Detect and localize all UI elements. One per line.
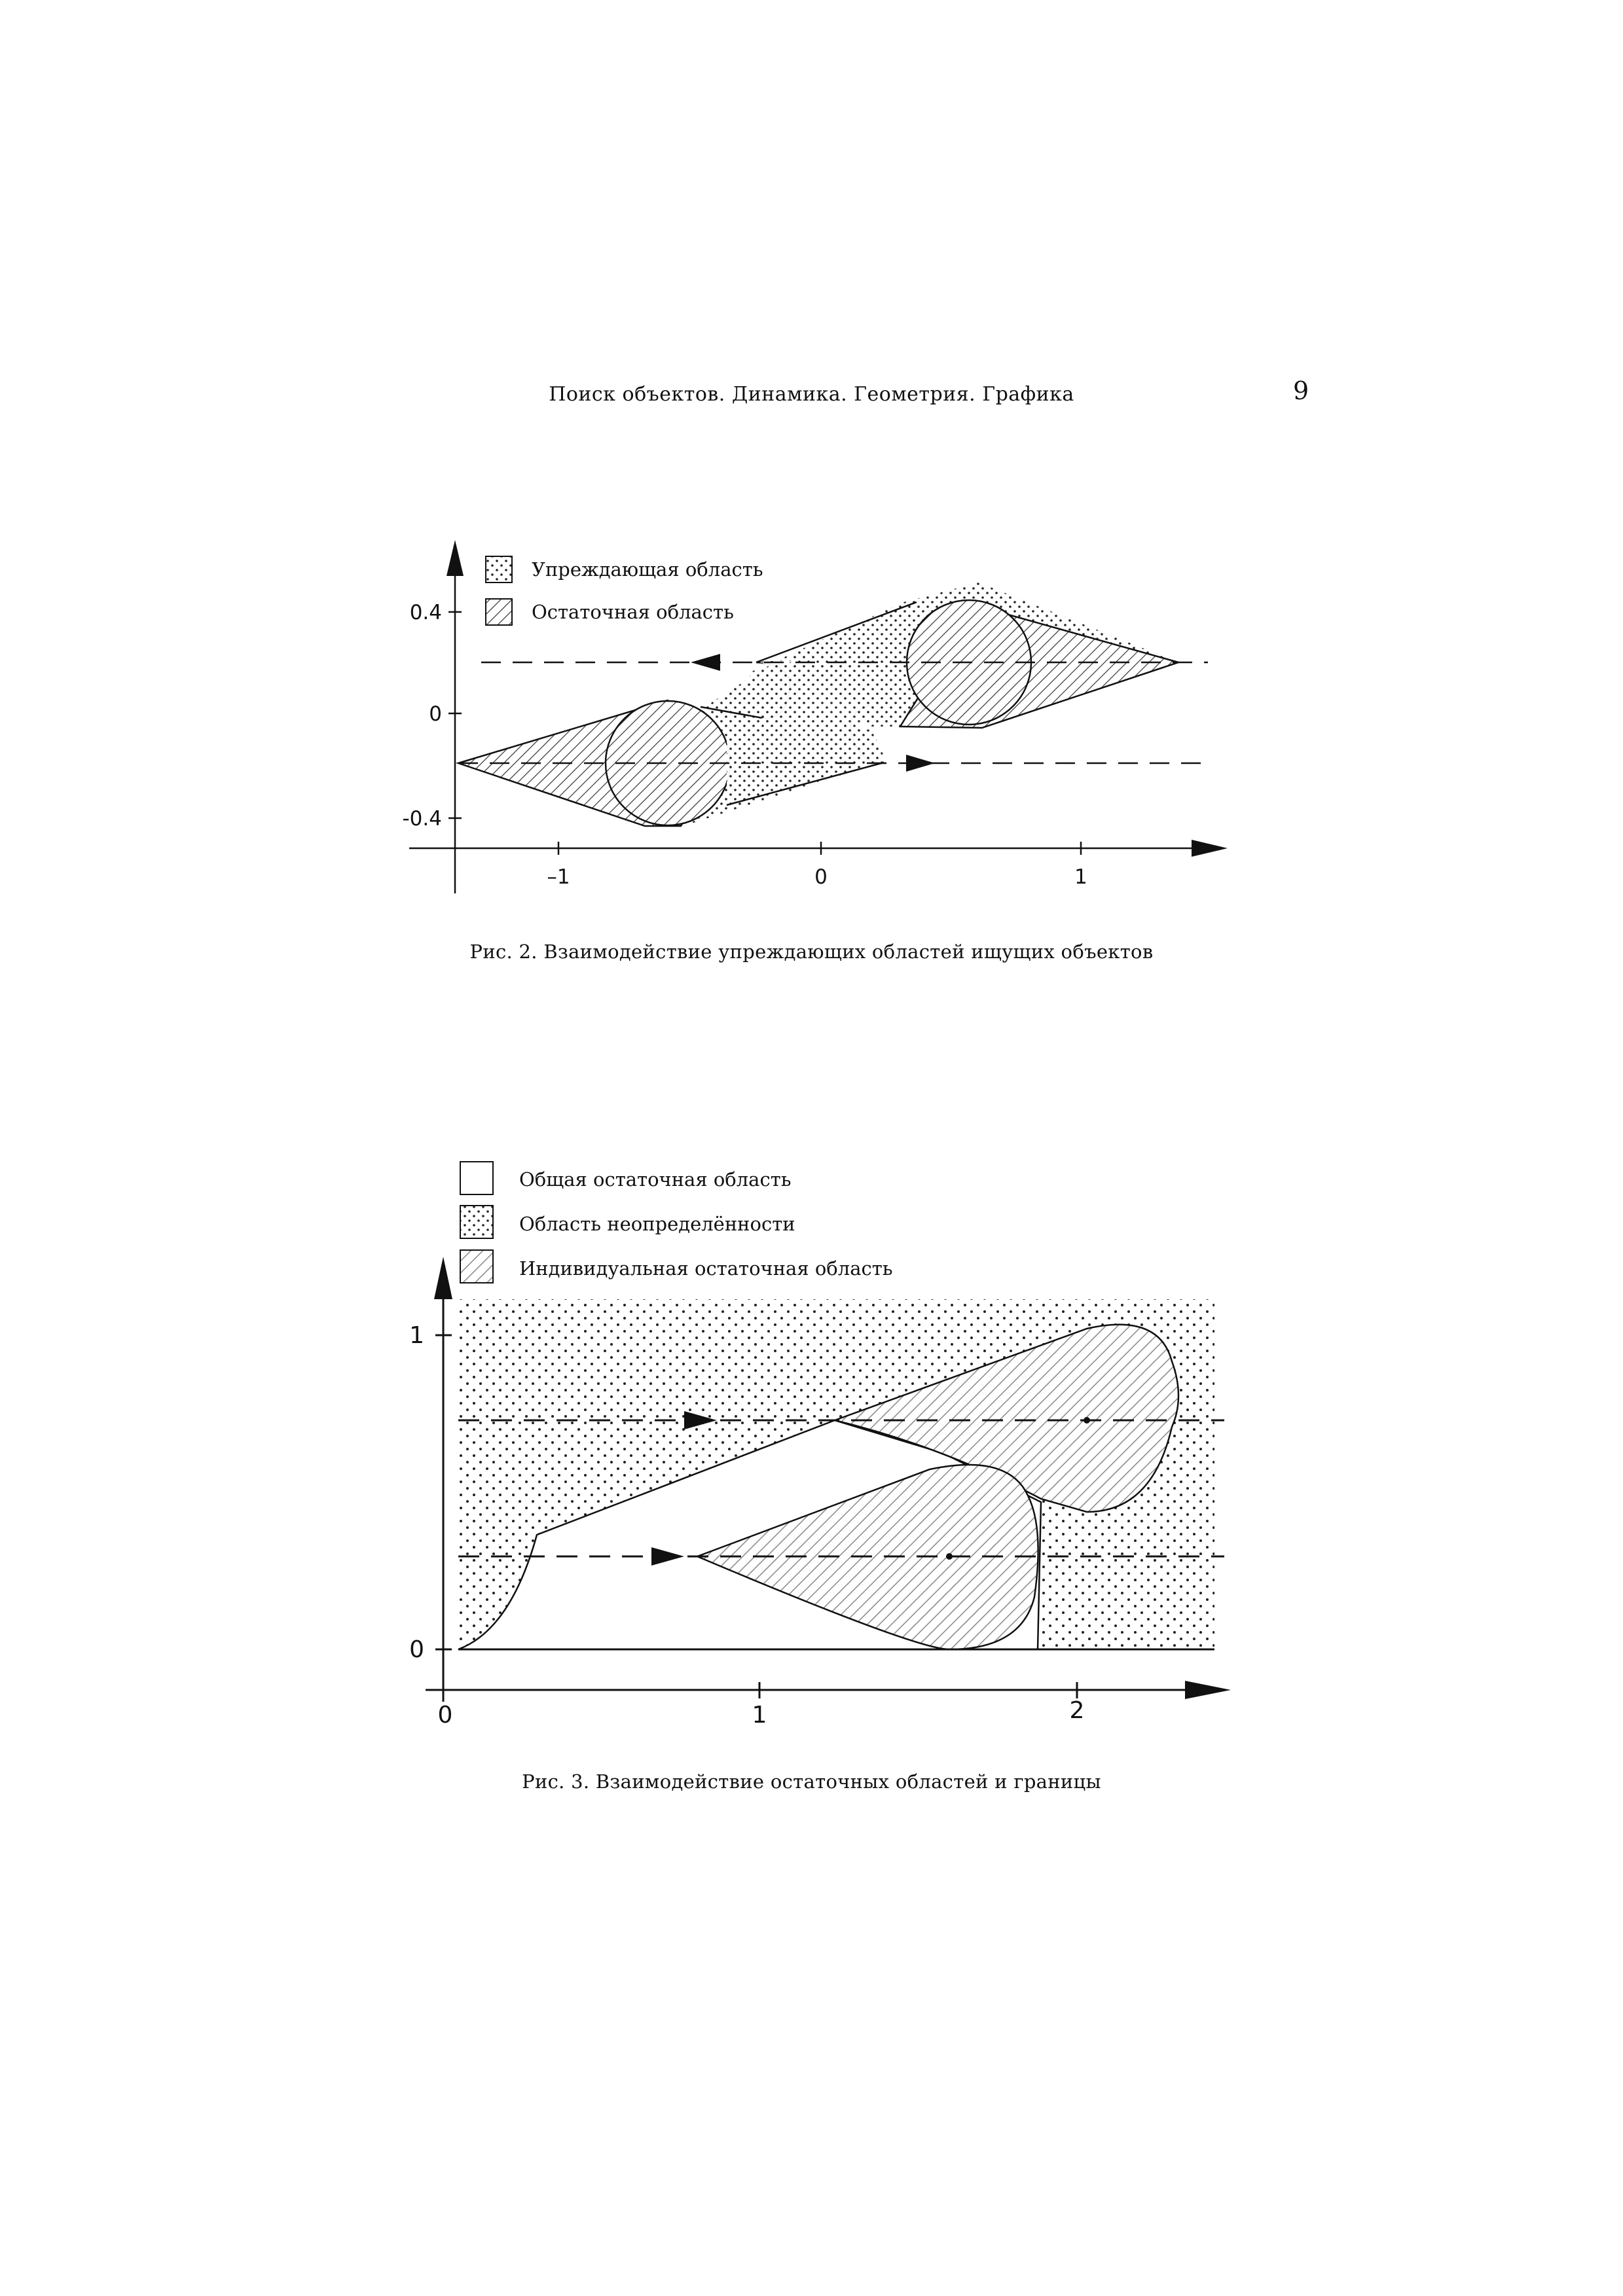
fig2-upper-arrowhead (691, 654, 720, 671)
fig3-legend-label-empty: Общая остаточная область (519, 1168, 792, 1191)
fig3-legend-empty-swatch (460, 1162, 493, 1194)
fig3-lower-center-point (946, 1553, 953, 1560)
fig2-xtick-label: 0 (814, 865, 828, 889)
fig2-y-arrow (447, 540, 464, 576)
fig2-legend-hatch-swatch (486, 599, 512, 625)
running-title: Поиск объектов. Динамика. Геометрия. Графика (549, 383, 1074, 406)
fig3-legend-label-dots: Область неопределённости (519, 1213, 795, 1235)
fig2-ytick-label: 0 (429, 702, 442, 726)
fig3-x-arrow (1185, 1681, 1231, 1699)
fig2-x-arrow (1192, 840, 1228, 857)
fig2-xtick-label: –1 (547, 865, 570, 889)
fig3-ytick-label: 1 (409, 1322, 424, 1349)
page-number: 9 (1293, 376, 1309, 405)
fig2-caption: Рис. 2. Взаимодействие упреждающих областей ищущих объектов (469, 941, 1154, 963)
fig3-xtick-label: 2 (1069, 1697, 1085, 1724)
fig2-legend-label-hatch: Остаточная область (532, 601, 734, 623)
fig3-y-arrow (434, 1257, 452, 1299)
fig3-legend-label-hatch: Индивидуальная остаточная область (519, 1257, 893, 1280)
fig3-xtick-label: 1 (752, 1702, 767, 1729)
fig3-legend (460, 1162, 893, 1283)
fig2-legend-dots-swatch (486, 556, 512, 583)
fig2-legend-label-dots: Упреждающая область (532, 558, 763, 581)
fig3-caption: Рис. 3. Взаимодействие остаточных областей и границы (522, 1770, 1101, 1793)
fig3-xtick-label: 0 (437, 1702, 453, 1729)
fig3-ytick-label: 0 (409, 1636, 424, 1663)
fig3-upper-center-point (1084, 1417, 1090, 1424)
fig2-xtick-label: 1 (1074, 865, 1087, 889)
fig3-legend-dots-swatch (460, 1206, 493, 1238)
fig2-legend (486, 556, 763, 625)
fig2-lower-arrowhead (906, 755, 935, 772)
fig2-ytick-label: 0.4 (409, 601, 442, 624)
fig3-legend-hatch-swatch (460, 1250, 493, 1283)
fig2-ytick-label: -0.4 (402, 807, 442, 831)
